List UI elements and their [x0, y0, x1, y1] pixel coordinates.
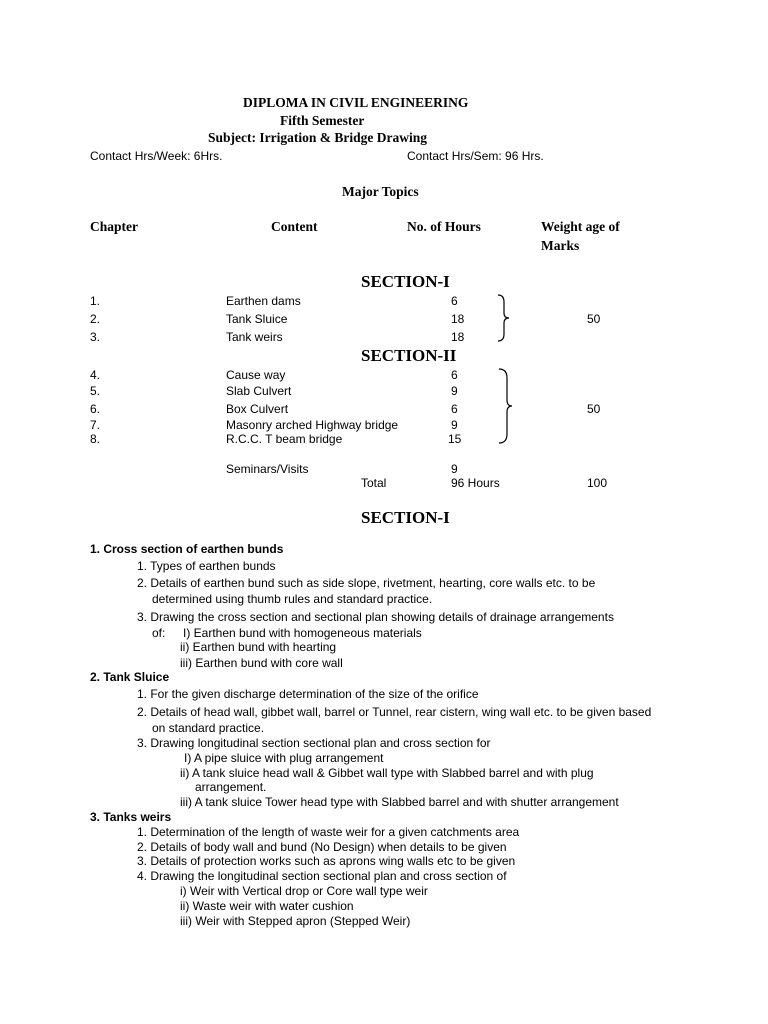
topic-heading: 3. Tanks weirs — [90, 810, 172, 824]
list-item: 3. Drawing longitudinal section sectional plan and cross section for — [137, 736, 491, 750]
section-2-title: SECTION-II — [361, 346, 457, 365]
chapter-content: R.C.C. T beam bridge — [226, 432, 343, 446]
subject-label: Subject: Irrigation & Bridge Drawing — [208, 130, 427, 145]
list-item: ii) A tank sluice head wall & Gibbet wall type with Slabbed barrel and with plug — [180, 766, 594, 780]
chapter-hours: 18 — [451, 312, 465, 326]
chapter-hours: 6 — [451, 402, 458, 416]
list-item: iii) Weir with Stepped apron (Stepped Weir) — [180, 914, 411, 928]
total-marks: 100 — [587, 476, 608, 490]
list-item: 2. Details of head wall, gibbet wall, barrel or Tunnel, rear cistern, wing wall etc. to be given based — [137, 705, 652, 719]
section-1-brace — [496, 294, 516, 342]
chapter-number: 3. — [90, 330, 101, 344]
document-title: DIPLOMA IN CIVIL ENGINEERING — [243, 95, 469, 110]
semester-label: Fifth Semester — [280, 113, 365, 128]
column-weightage: Weight age of — [541, 219, 620, 234]
column-hours: No. of Hours — [407, 219, 481, 234]
chapter-hours: 9 — [451, 418, 458, 432]
chapter-number: 6. — [90, 402, 101, 416]
chapter-hours: 6 — [451, 368, 458, 382]
list-item: 3. Drawing the cross section and sectional plan showing details of drainage arrangements — [137, 610, 614, 624]
topic-heading: 1. Cross section of earthen bunds — [90, 542, 284, 556]
list-item: iii) A tank sluice Tower head type with Slabbed barrel and with shutter arrangement — [180, 795, 619, 809]
column-marks: Marks — [541, 238, 580, 253]
chapter-number: 8. — [90, 432, 101, 446]
chapter-content: Slab Culvert — [226, 384, 292, 398]
chapter-hours: 9 — [451, 384, 458, 398]
list-item: I) A pipe sluice with plug arrangement — [184, 751, 384, 765]
list-item: 1. For the given discharge determination of the size of the orifice — [137, 687, 479, 701]
chapter-content: Cause way — [226, 368, 286, 382]
contact-hours-sem: Contact Hrs/Sem: 96 Hrs. — [407, 149, 544, 163]
list-item: of: — [152, 626, 166, 640]
chapter-content: Earthen dams — [226, 294, 301, 308]
list-item: iii) Earthen bund with core wall — [180, 656, 343, 670]
chapter-number: 2. — [90, 312, 101, 326]
list-item: 1. Types of earthen bunds — [137, 559, 276, 573]
chapter-hours: 18 — [451, 330, 465, 344]
list-item: arrangement. — [195, 780, 267, 794]
list-item: ii) Waste weir with water cushion — [180, 899, 354, 913]
column-chapter: Chapter — [90, 219, 138, 234]
section-2-brace — [497, 368, 519, 444]
list-item: 1. Determination of the length of waste weir for a given catchments area — [137, 825, 520, 839]
section-1-title: SECTION-I — [361, 272, 450, 291]
chapter-number: 5. — [90, 384, 101, 398]
column-content: Content — [271, 219, 318, 234]
list-item: ii) Earthen bund with hearting — [180, 640, 337, 654]
total-label: Total — [361, 476, 387, 490]
detail-section-title: SECTION-I — [361, 508, 450, 527]
seminars-label: Seminars/Visits — [226, 462, 309, 476]
chapter-content: Tank Sluice — [226, 312, 288, 326]
list-item: 4. Drawing the longitudinal section sectional plan and cross section of — [137, 869, 507, 883]
chapter-number: 7. — [90, 418, 101, 432]
chapter-content: Tank weirs — [226, 330, 283, 344]
chapter-hours: 6 — [451, 294, 458, 308]
chapter-hours: 15 — [448, 432, 462, 446]
seminars-hours: 9 — [451, 462, 458, 476]
chapter-content: Masonry arched Highway bridge — [226, 418, 399, 432]
topic-heading: 2. Tank Sluice — [90, 670, 170, 684]
chapter-number: 1. — [90, 294, 101, 308]
list-item: 3. Details of protection works such as aprons wing walls etc to be given — [137, 854, 516, 868]
chapter-number: 4. — [90, 368, 101, 382]
total-hours: 96 Hours — [451, 476, 500, 490]
list-item: 2. Details of body wall and bund (No Design) when details to be given — [137, 840, 507, 854]
list-item: determined using thumb rules and standard practice. — [152, 592, 433, 606]
section-2-marks: 50 — [587, 402, 601, 416]
contact-hours-week: Contact Hrs/Week: 6Hrs. — [90, 149, 223, 163]
major-topics-heading: Major Topics — [342, 184, 419, 199]
chapter-content: Box Culvert — [226, 402, 289, 416]
list-item: 2. Details of earthen bund such as side slope, rivetment, hearting, core walls etc. to be — [137, 576, 596, 590]
section-1-marks: 50 — [587, 312, 601, 326]
list-item: on standard practice. — [152, 721, 265, 735]
list-item: i) Weir with Vertical drop or Core wall type weir — [180, 884, 428, 898]
list-item: I) Earthen bund with homogeneous materials — [183, 626, 422, 640]
